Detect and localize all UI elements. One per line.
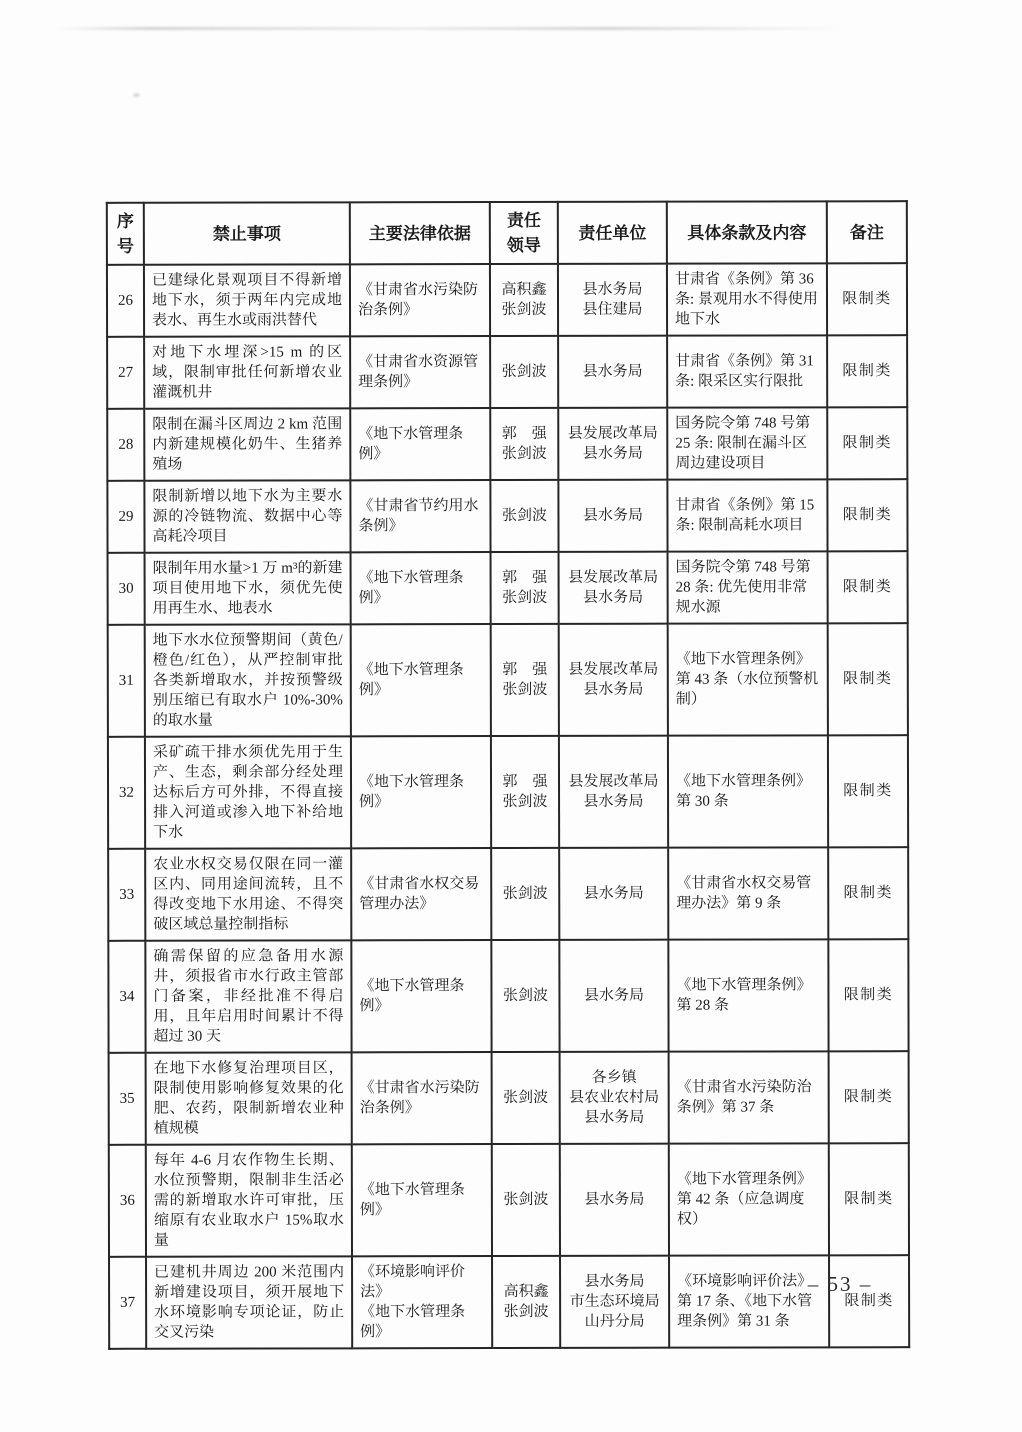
cell-provision: 甘肃省《条例》第 15 条: 限制高耗水项目	[667, 479, 827, 551]
column-header-responsible-unit: 责任单位	[558, 202, 667, 264]
column-header-provision: 具体条款及内容	[667, 201, 827, 263]
column-header-responsible-leader: 责任领导	[490, 202, 558, 264]
table-row	[109, 1143, 909, 1257]
table-row	[108, 939, 908, 1053]
table-row	[107, 479, 907, 553]
cell-responsible-unit: 县水务局	[558, 336, 667, 408]
cell-provision: 《地下水管理条例》第 42 条（应急调度权）	[669, 1143, 829, 1255]
cell-serial: 30	[108, 553, 145, 625]
cell-serial: 29	[107, 481, 144, 553]
cell-prohibited-item: 确需保留的应急备用水源井，须报省市水行政主管部门备案，非经批准不得启用，且年启用时间累计不得超过 30 天	[145, 940, 351, 1052]
cell-remark: 限制类	[828, 939, 908, 1051]
table-row	[108, 735, 908, 849]
cell-prohibited-item: 对地下水埋深>15 m 的区域，限制审批任何新增农业灌溉机井	[144, 336, 350, 408]
cell-prohibited-item: 在地下水修复治理项目区，限制使用影响修复效果的化肥、农药，限制新增农业种植规模	[146, 1052, 352, 1144]
cell-prohibited-item: 限制年用水量>1 万 m³的新建项目使用地下水，须优先使用再生水、地表水	[145, 552, 351, 624]
cell-responsible-unit: 县水务局 县住建局	[558, 264, 667, 336]
cell-responsible-unit: 县水务局	[559, 848, 668, 940]
cell-serial: 37	[109, 1257, 146, 1349]
cell-provision: 《甘肃省水污染防治条例》第 37 条	[669, 1051, 829, 1143]
cell-prohibited-item: 已建机井周边 200 米范围内新增建设项目，须开展地下水环境影响专项论证，防止交叉污染	[146, 1256, 352, 1348]
cell-legal-basis: 《地下水管理条例》	[350, 408, 490, 480]
cell-prohibited-item: 采矿疏干排水须优先用于生产、生态，剩余部分经处理达标后方可外排，不得直接排入河道或渗入地下补给地下水	[145, 736, 351, 848]
cell-responsible-leader: 张剑波	[491, 848, 559, 940]
cell-legal-basis: 《地下水管理条例》	[351, 736, 491, 848]
cell-provision: 国务院令第 748 号第 28 条: 优先使用非常规水源	[668, 551, 828, 623]
cell-legal-basis: 《甘肃省节约用水条例》	[350, 480, 490, 552]
cell-serial: 28	[107, 409, 144, 481]
table-row	[107, 335, 907, 409]
cell-prohibited-item: 限制新增以地下水为主要水源的冷链物流、数据中心等高耗冷项目	[144, 480, 350, 552]
table-row	[109, 1051, 909, 1145]
table-row	[107, 407, 907, 481]
cell-remark: 限制类	[827, 407, 907, 479]
cell-responsible-leader: 郭 强 张剑波	[491, 736, 559, 848]
column-header-prohibited-item: 禁止事项	[144, 202, 350, 264]
cell-prohibited-item: 已建绿化景观项目不得新增地下水，须于两年内完成地表水、再生水或雨洪替代	[144, 264, 350, 336]
cell-provision: 甘肃省《条例》第 31 条: 限采区实行限批	[667, 335, 827, 407]
scan-artifact-streak	[55, 27, 845, 30]
regulation-table	[106, 200, 910, 1350]
cell-legal-basis: 《地下水管理条例》	[351, 940, 491, 1052]
cell-prohibited-item: 限制在漏斗区周边 2 km 范围内新建规模化奶牛、生猪养殖场	[144, 408, 350, 480]
cell-responsible-leader: 郭 强 张剑波	[491, 552, 559, 624]
cell-provision: 《环境影响评价法》第 17 条、《地下水管理条例》第 31 条	[669, 1255, 829, 1347]
cell-remark: 限制类	[827, 263, 907, 335]
cell-responsible-leader: 高积鑫 张剑波	[492, 1256, 560, 1348]
column-header-remark: 备注	[827, 201, 907, 263]
cell-responsible-unit: 县水务局	[558, 480, 667, 552]
cell-serial: 33	[108, 849, 145, 941]
table-row	[108, 551, 908, 625]
column-header-legal-basis: 主要法律依据	[350, 202, 490, 264]
cell-serial: 27	[107, 337, 144, 409]
cell-responsible-unit: 县发展改革局 县水务局	[559, 736, 668, 848]
cell-prohibited-item: 每年 4-6 月农作物生长期、水位预警期，限制非生活必需的新增取水许可审批，压缩原有农业取水户 15%取水量	[146, 1144, 352, 1256]
cell-responsible-unit: 县发展改革局 县水务局	[559, 552, 668, 624]
cell-serial: 26	[107, 265, 144, 337]
cell-responsible-leader: 高积鑫 张剑波	[490, 264, 558, 336]
cell-provision: 《地下水管理条例》第 28 条	[668, 939, 828, 1051]
cell-responsible-leader: 张剑波	[490, 480, 558, 552]
column-header-serial: 序号	[107, 203, 144, 265]
cell-responsible-unit: 县发展改革局 县水务局	[558, 408, 667, 480]
cell-responsible-unit: 各乡镇 县农业农村局 县水务局	[560, 1052, 669, 1144]
cell-serial: 34	[108, 941, 145, 1053]
scan-artifact-speck	[133, 93, 140, 97]
cell-legal-basis: 《环境影响评价法》 《地下水管理条例》	[352, 1256, 492, 1348]
cell-responsible-leader: 张剑波	[492, 1144, 560, 1256]
cell-remark: 限制类	[829, 1143, 909, 1255]
cell-remark: 限制类	[827, 479, 907, 551]
cell-provision: 《甘肃省水权交易管理办法》第 9 条	[668, 847, 828, 939]
cell-responsible-leader: 郭 强 张剑波	[491, 624, 559, 736]
table-header-row	[107, 201, 907, 265]
cell-responsible-leader: 张剑波	[490, 336, 558, 408]
cell-legal-basis: 《地下水管理条例》	[352, 1144, 492, 1256]
cell-responsible-unit: 县发展改革局 县水务局	[559, 624, 668, 736]
cell-legal-basis: 《甘肃省水污染防治条例》	[350, 264, 490, 336]
cell-serial: 32	[108, 737, 145, 849]
cell-remark: 限制类	[829, 1255, 909, 1347]
cell-legal-basis: 《地下水管理条例》	[351, 624, 491, 736]
cell-prohibited-item: 农业水权交易仅限在同一灌区内、同用途间流转，且不得改变地下水用途、不得突破区域总量控制指标	[145, 848, 351, 940]
page-number: – 53 –	[807, 1272, 873, 1296]
table-row	[107, 263, 907, 337]
table-row	[109, 1255, 909, 1349]
table-row	[108, 623, 908, 737]
cell-responsible-unit: 县水务局 市生态环境局 山丹分局	[560, 1256, 669, 1348]
cell-responsible-leader: 张剑波	[492, 1052, 560, 1144]
cell-responsible-unit: 县水务局	[559, 940, 668, 1052]
cell-serial: 36	[109, 1145, 146, 1257]
cell-provision: 《地下水管理条例》第 43 条（水位预警机制）	[668, 623, 828, 735]
cell-remark: 限制类	[828, 847, 908, 939]
cell-responsible-leader: 郭 强 张剑波	[490, 408, 558, 480]
cell-legal-basis: 《甘肃省水权交易管理办法》	[351, 848, 491, 940]
cell-serial: 31	[108, 625, 145, 737]
cell-provision: 国务院令第 748 号第 25 条: 限制在漏斗区周边建设项目	[667, 407, 827, 479]
cell-remark: 限制类	[827, 335, 907, 407]
table-row	[108, 847, 908, 941]
cell-remark: 限制类	[828, 623, 908, 735]
cell-legal-basis: 《甘肃省水污染防治条例》	[352, 1052, 492, 1144]
cell-serial: 35	[109, 1053, 146, 1145]
cell-responsible-unit: 县水务局	[560, 1144, 669, 1256]
cell-provision: 《地下水管理条例》第 30 条	[668, 735, 828, 847]
cell-remark: 限制类	[828, 735, 908, 847]
cell-remark: 限制类	[829, 1051, 909, 1143]
cell-responsible-leader: 张剑波	[491, 940, 559, 1052]
cell-legal-basis: 《甘肃省水资源管理条例》	[350, 336, 490, 408]
cell-legal-basis: 《地下水管理条例》	[351, 552, 491, 624]
cell-prohibited-item: 地下水水位预警期间（黄色/橙色/红色），从严控制审批各类新增取水，并按预警级别压缩已有取水户 10%-30%的取水量	[145, 624, 351, 736]
cell-remark: 限制类	[828, 551, 908, 623]
cell-provision: 甘肃省《条例》第 36 条: 景观用水不得使用地下水	[667, 263, 827, 335]
